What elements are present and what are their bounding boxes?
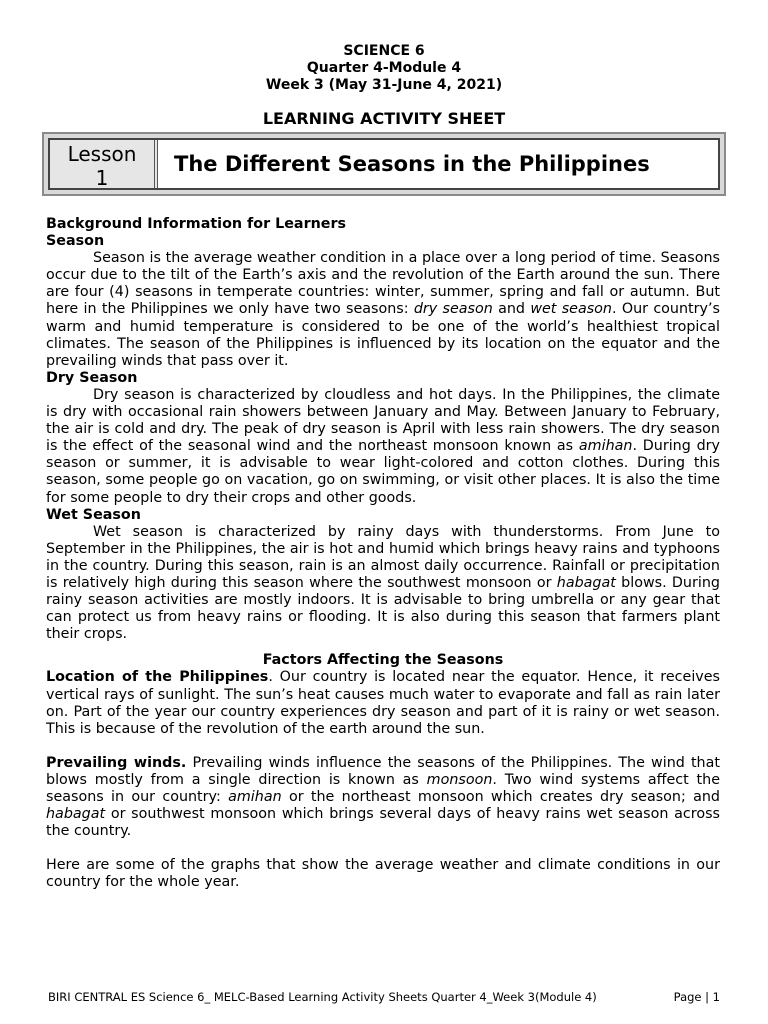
dry-season-paragraph: Dry season is characterized by cloudless and hot days. In the Philippines, the climate is dry with occasional rain showers between January and May. Between January to February, the air is cold and dry. The peak of dry season is April with less rain showers. The dry season is the effect of the seasonal wind and the northeast monsoon known as amihan. During dry season or summer, it is advisable to wear light-colored and cotton clothes. During this season, some people go on vacation, go on swimming, or visit other places. It is also the time for some people to dry their crops and other goods. bbox=[46, 386, 720, 506]
page-number: Page | 1 bbox=[673, 990, 720, 1004]
dry-season-heading: Dry Season bbox=[46, 369, 138, 386]
graphs-intro-paragraph: Here are some of the graphs that show the average weather and climate conditions in our country for the whole year. bbox=[46, 857, 720, 891]
sheet-title: LEARNING ACTIVITY SHEET bbox=[262, 109, 506, 128]
location-paragraph: Location of the Philippines. Our country is located near the equator. Hence, it receives vertical rays of sunlight. The sun’s heat causes much water to evaporate and fall as rain later on. Part of the year our country experiences dry season and part of it is rainy or wet season. This is because of the revolution of the earth around the sun. bbox=[46, 669, 720, 737]
lesson-word: Lesson bbox=[67, 142, 137, 166]
lesson-number-cell bbox=[50, 140, 158, 188]
footer-school-text: BIRI CENTRAL ES Science 6_ MELC-Based Learning Activity Sheets Quarter 4_Week 3(Module 4) bbox=[48, 990, 597, 1004]
factors-heading: Factors Affecting the Seasons bbox=[262, 652, 504, 669]
subject-title: SCIENCE 6 bbox=[343, 43, 425, 59]
quarter-module: Quarter 4-Module 4 bbox=[306, 60, 462, 76]
background-heading: Background Information for Learners bbox=[46, 216, 347, 232]
lesson-banner bbox=[42, 132, 726, 196]
winds-paragraph: Prevailing winds. Prevailing winds influence the seasons of the Philippines. The wind that blows mostly from a single direction is known as monsoon. Two wind systems affect the seasons in our country: amihan or the northeast monsoon which creates dry season; and habagat or southwest monsoon which brings several days of heavy rains wet season across the country. bbox=[46, 754, 721, 840]
lesson-banner-inner bbox=[48, 138, 720, 190]
week-dates: Week 3 (May 31-June 4, 2021) bbox=[265, 77, 503, 93]
wet-season-heading: Wet Season bbox=[46, 506, 141, 523]
lesson-title: The Different Seasons in the Philippines bbox=[174, 152, 650, 176]
wet-season-paragraph: Wet season is characterized by rainy days with thunderstorms. From June to September in the Philippines, the air is hot and humid which brings heavy rains and typhoons in the country. During this season, rain is an almost daily occurrence. Rainfall or precipitation is relatively high during this season where the southwest monsoon or habagat blows. During rainy season activities are mostly indoors. It is advisable to bring umbrella or any gear that can protect us from heavy rains or flooding. It is also during this season that farmers plant their crops. bbox=[46, 523, 720, 643]
lesson-number: 1 bbox=[95, 166, 109, 190]
season-paragraph: Season is the average weather condition in a place over a long period of time. Seasons occur due to the tilt of the Earth’s axis and the revolution of the Earth around the sun. There are four (4) seasons in temperate countries: winter, summer, spring and fall or autumn. But here in the Philippines we only have two seasons: dry season and wet season. Our country’s warm and humid temperature is considered to be one of the world’s healthiest tropical climates. The season of the Philippines is influenced by its location on the equator and the prevailing winds that pass over it. bbox=[46, 250, 720, 369]
background-section bbox=[46, 216, 720, 891]
season-heading: Season bbox=[46, 233, 105, 250]
